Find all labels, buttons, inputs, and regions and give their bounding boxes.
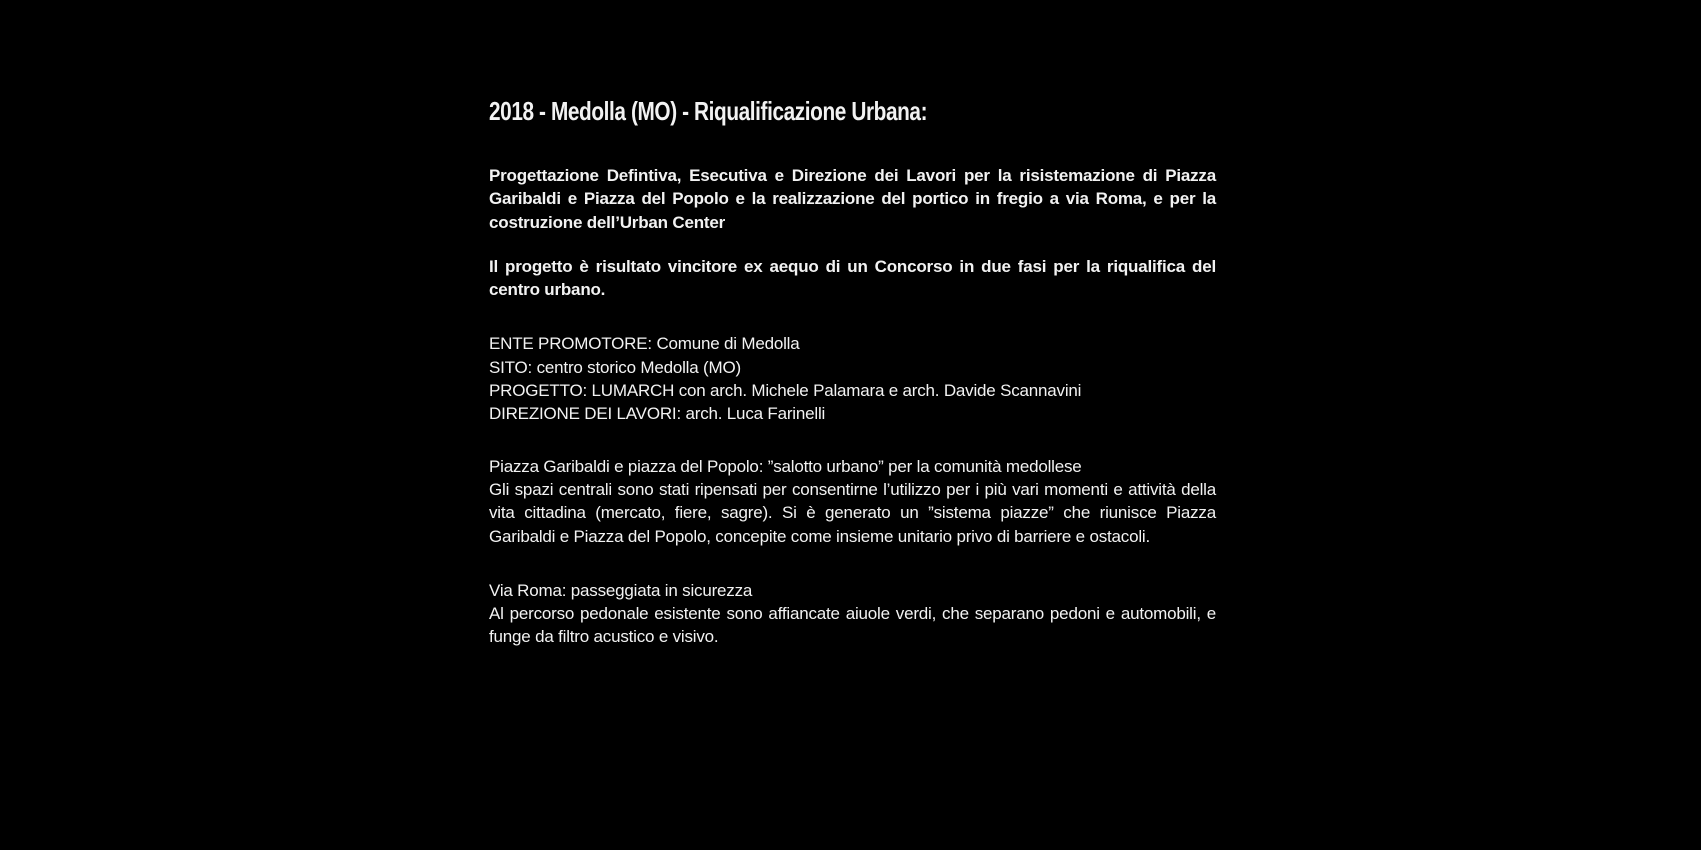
project-brief: Progettazione Defintiva, Esecutiva e Direzione dei Lavori per la risistemazione di Piazza Garibaldi e Piazza del Popolo e la realizzazione del portico in fregio a via Roma, e per la costruzione dell’Urban Center (489, 166, 1216, 232)
section-piazze (489, 455, 1216, 548)
section-piazze-body: Gli spazi centrali sono stati ripensati per consentirne l’utilizzo per i più vari momenti e attività della vita cittadina (mercato, fiere, sagre). Si è generato un ”sistema piazze” che riunisce Piazza Garibaldi e Piazza del Popolo, concepite come insieme unitario privo di barriere e ostacoli. (489, 479, 1216, 546)
page-title: 2018 - Medolla (MO) - Riqualificazione Urbana: (489, 96, 928, 126)
detail-direzione-lavori: DIREZIONE DEI LAVORI: arch. Luca Farinelli (489, 404, 826, 424)
project-description-page (489, 96, 1216, 649)
detail-ente-promotore: ENTE PROMOTORE: Comune di Medolla (489, 334, 800, 354)
award-note: Il progetto è risultato vincitore ex aequo di un Concorso in due fasi per la riqualifica del centro urbano. (489, 256, 1216, 300)
detail-progetto: PROGETTO: LUMARCH con arch. Michele Palamara e arch. Davide Scannavini (489, 381, 1082, 401)
section-piazze-heading: Piazza Garibaldi e piazza del Popolo: ”salotto urbano” per la comunità medollese (489, 456, 1082, 476)
detail-sito: SITO: centro storico Medolla (MO) (489, 357, 741, 377)
project-details-list (489, 332, 1216, 425)
section-via-roma-heading: Via Roma: passeggiata in sicurezza (489, 580, 753, 600)
section-via-roma-body: Al percorso pedonale esistente sono affiancate aiuole verdi, che separano pedoni e automobili, e funge da filtro acustico e visivo. (489, 604, 1216, 647)
section-via-roma (489, 579, 1216, 649)
